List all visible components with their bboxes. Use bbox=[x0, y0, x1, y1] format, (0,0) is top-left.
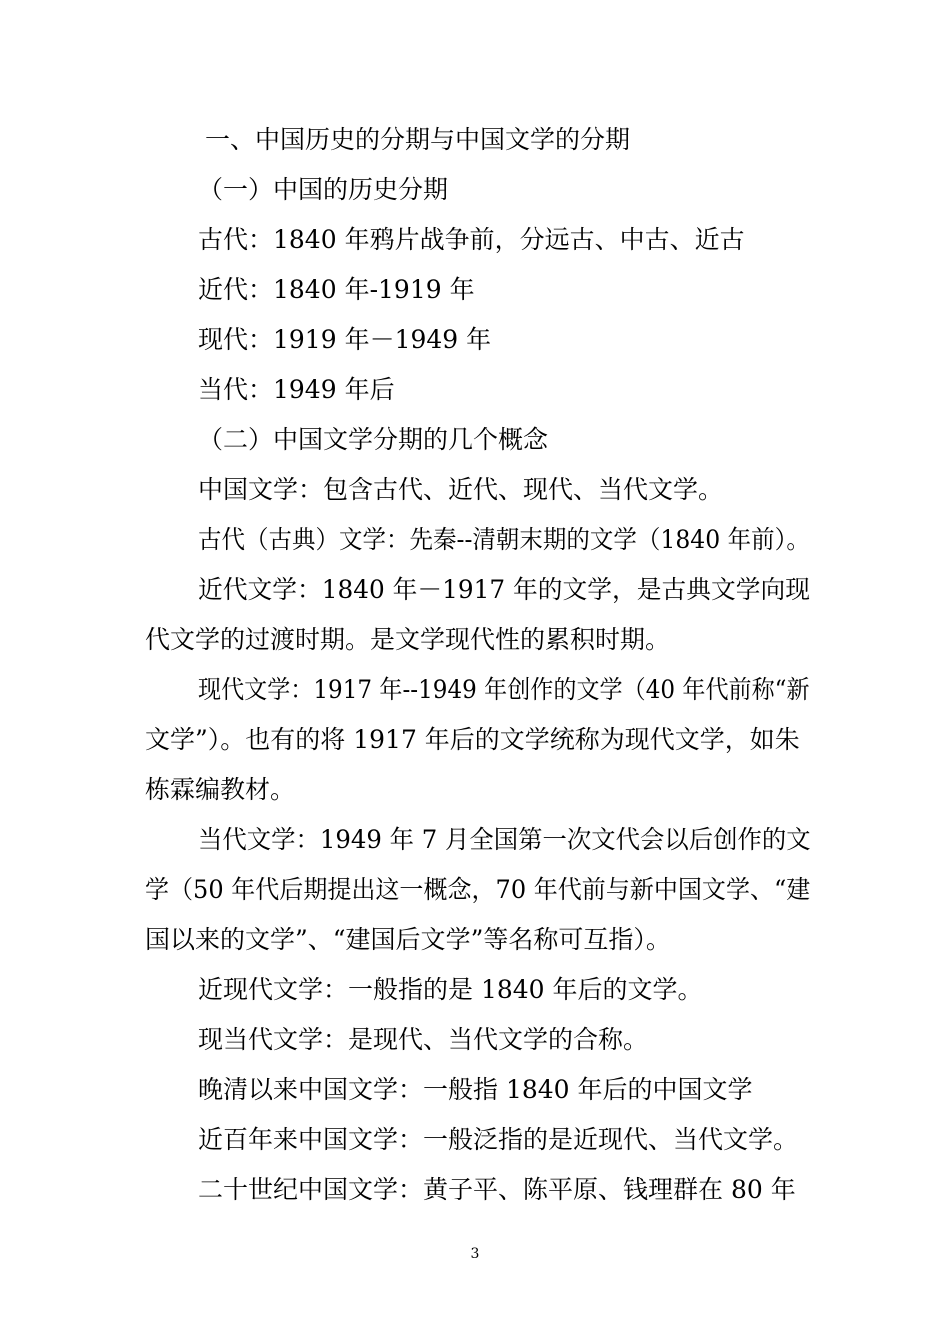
history-period-line: 当代：1949 年后 bbox=[198, 375, 395, 404]
paragraph-line: 文学”）。也有的将 1917 年后的文学统称为现代文学，如朱 bbox=[145, 725, 800, 754]
paragraph-line: 晚清以来中国文学：一般指 1840 年后的中国文学 bbox=[198, 1075, 753, 1104]
history-period-line: 古代：1840 年鸦片战争前，分远古、中古、近古 bbox=[198, 225, 745, 254]
paragraph-line: 二十世纪中国文学：黄子平、陈平原、钱理群在 80 年 bbox=[198, 1175, 796, 1204]
section-heading: 一、中国历史的分期与中国文学的分期 bbox=[205, 125, 631, 154]
paragraph-line: 国以来的文学”、“建国后文学”等名称可互指）。 bbox=[145, 925, 671, 954]
paragraph-line: 近现代文学：一般指的是 1840 年后的文学。 bbox=[198, 975, 703, 1004]
subsection-heading: （二）中国文学分期的几个概念 bbox=[198, 425, 549, 454]
paragraph-line: 当代文学：1949 年 7 月全国第一次文代会以后创作的文 bbox=[198, 825, 811, 854]
subsection-heading: （一）中国的历史分期 bbox=[198, 175, 449, 204]
paragraph-line: 现代文学：1917 年--1949 年创作的文学（40 年代前称“新 bbox=[198, 675, 810, 704]
paragraph-line: 现当代文学：是现代、当代文学的合称。 bbox=[198, 1025, 649, 1054]
history-period-line: 近代：1840 年-1919 年 bbox=[198, 275, 475, 304]
paragraph-line: 代文学的过渡时期。是文学现代性的累积时期。 bbox=[145, 625, 671, 654]
paragraph-line: 近代文学：1840 年－1917 年的文学，是古典文学向现 bbox=[198, 575, 810, 604]
paragraph-line: 古代（古典）文学：先秦--清朝末期的文学（1840 年前）。 bbox=[198, 525, 810, 554]
history-period-line: 现代：1919 年－1949 年 bbox=[198, 325, 492, 354]
paragraph-line: 学（50 年代后期提出这一概念，70 年代前与新中国文学、“建 bbox=[145, 875, 811, 904]
paragraph-line: 中国文学：包含古代、近代、现代、当代文学。 bbox=[198, 475, 724, 504]
page-number: 3 bbox=[470, 1246, 480, 1262]
paragraph-line: 栋霖编教材。 bbox=[145, 775, 296, 804]
paragraph-line: 近百年来中国文学：一般泛指的是近现代、当代文学。 bbox=[198, 1125, 799, 1154]
